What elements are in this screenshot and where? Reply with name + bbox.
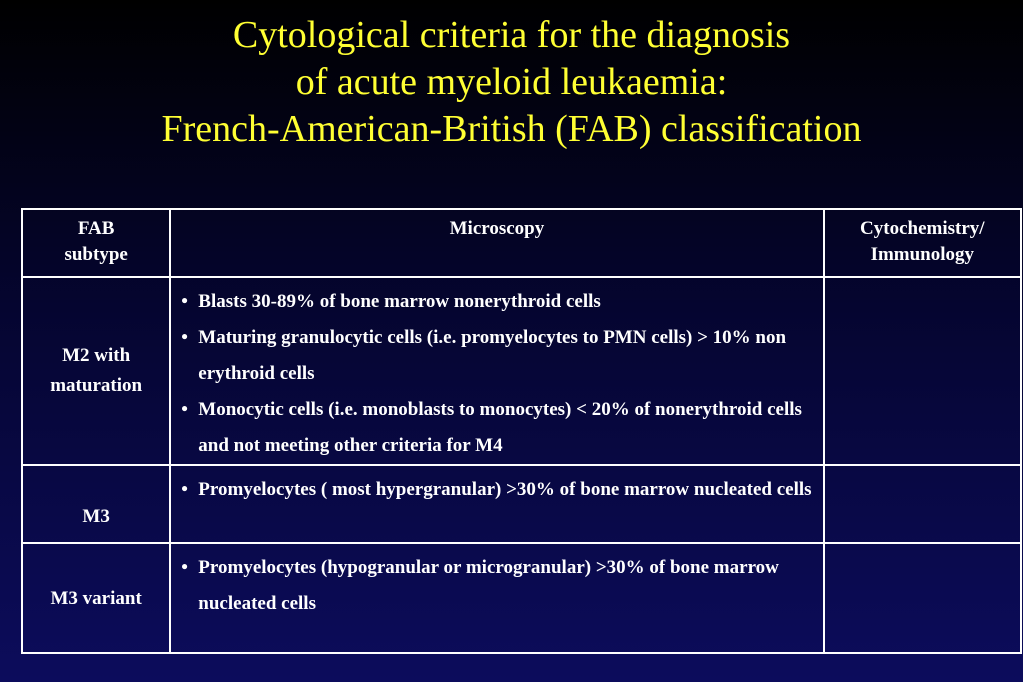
header-fab-subtype: FAB subtype (22, 209, 170, 277)
list-item: • Promyelocytes ( most hypergranular) >30% of bone marrow nucleated cells (181, 479, 812, 500)
cytochemistry-cell-m3-variant (824, 543, 1021, 653)
header-microscopy: Microscopy (170, 209, 823, 277)
cytochemistry-cell-m3 (824, 465, 1021, 543)
table-row (22, 465, 1021, 543)
list-item: • Blasts 30-89% of bone marrow nonerythroid cells (181, 291, 601, 312)
table-row (22, 277, 1021, 465)
microscopy-cell-m3-variant (170, 543, 823, 653)
table-header-row (22, 209, 1021, 277)
list-item: • Maturing granulocytic cells (i.e. promyelocytes to PMN cells) > 10% non erythroid cells (181, 327, 787, 384)
subtype-cell-m3: M3 (22, 465, 170, 543)
table-row (22, 543, 1021, 653)
slide-title (0, 12, 1023, 153)
title-line-1: Cytological criteria for the diagnosis (232, 14, 791, 56)
microscopy-cell-m3 (170, 465, 823, 543)
cytochemistry-cell-m2 (824, 277, 1021, 465)
subtype-cell-m3-variant: M3 variant (22, 543, 170, 653)
list-item: • Promyelocytes (hypogranular or microgranular) >30% of bone marrow nucleated cells (181, 557, 779, 614)
subtype-cell-m2: M2 with maturation (22, 277, 170, 465)
title-line-3: French-American-British (FAB) classification (161, 108, 862, 150)
title-line-2: of acute myeloid leukaemia: (295, 61, 728, 103)
microscopy-cell-m2 (170, 277, 823, 465)
list-item: • Monocytic cells (i.e. monoblasts to monocytes) < 20% of nonerythroid cells and not meeting other criteria for M4 (181, 399, 802, 456)
header-cytochemistry: Cytochemistry/ Immunology (824, 209, 1021, 277)
fab-classification-table (21, 208, 1022, 654)
